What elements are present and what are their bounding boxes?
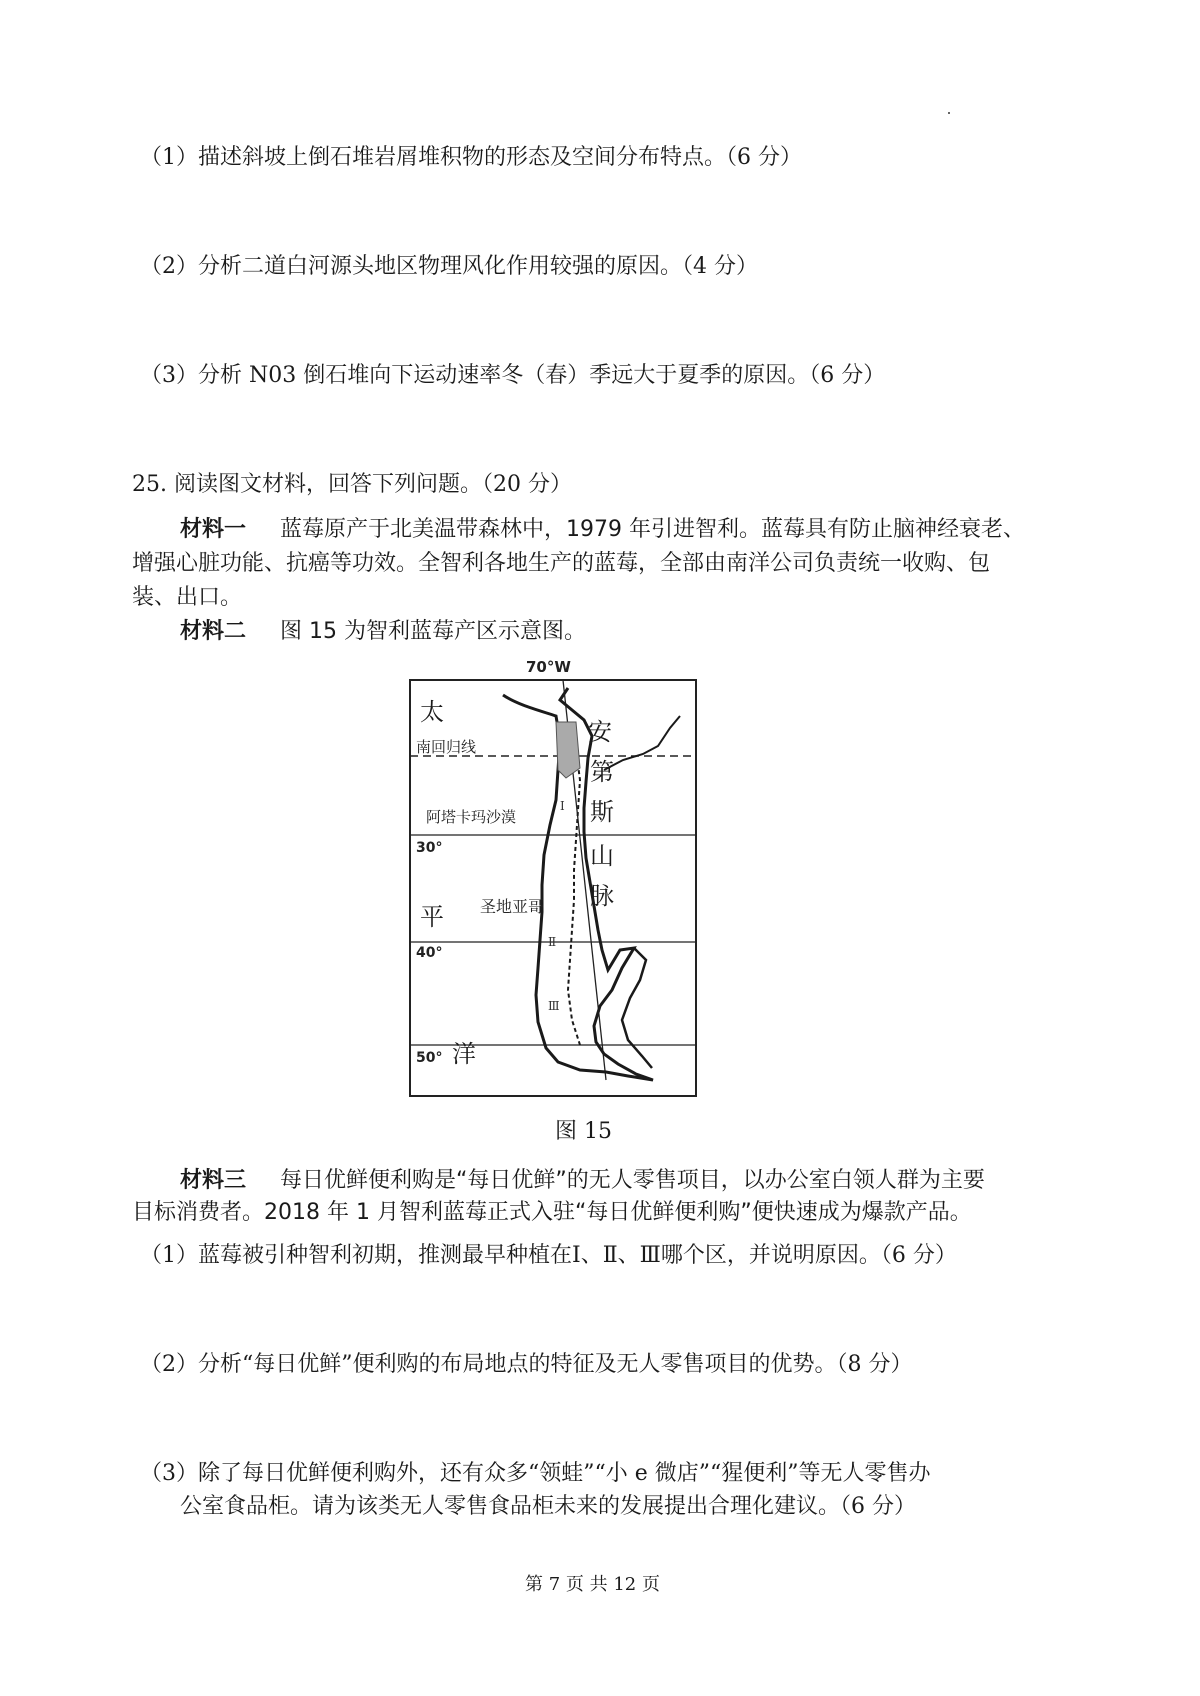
ocean-char-3: 洋 — [452, 1040, 476, 1068]
material3-label: 材料三 — [180, 1168, 247, 1193]
lon-label: 70°W — [526, 658, 571, 676]
page-footer: 第 7 页 共 12 页 — [525, 1574, 660, 1595]
zone-2-label: Ⅱ — [548, 935, 557, 949]
mountain-char-5: 脉 — [590, 882, 614, 910]
lat-50-label: 50° — [416, 1050, 443, 1066]
city-label: 圣地亚哥 — [480, 897, 545, 916]
mountain-char-3: 斯 — [590, 798, 614, 826]
q25-sub3-line2: 公室食品柜。请为该类无人零售食品柜未来的发展提出合理化建议。（6 分） — [180, 1494, 916, 1519]
q24-sub3: （3）分析 N03 倒石堆向下运动速率冬（春）季远大于夏季的原因。（6 分） — [140, 363, 886, 388]
material3-text1: 每日优鲜便利购是“每日优鲜”的无人零售项目，以办公室白领人群为主要 — [280, 1168, 985, 1193]
ocean-char-1: 太 — [420, 698, 444, 726]
zone-1-label: Ⅰ — [560, 799, 565, 813]
figure-caption: 图 15 — [555, 1119, 612, 1144]
mountain-char-4: 山 — [590, 842, 614, 870]
mountain-char-2: 第 — [590, 758, 614, 786]
ocean-char-2: 平 — [420, 903, 444, 931]
material2-text: 图 15 为智利蓝莓产区示意图。 — [280, 619, 586, 644]
q24-sub1: （1）描述斜坡上倒石堆岩屑堆积物的形态及空间分布特点。（6 分） — [140, 145, 802, 170]
q25-material1-line1 — [180, 515, 1025, 545]
q25-material1-line3: 装、出口。 — [132, 585, 243, 610]
material1-text1: 蓝莓原产于北美温带森林中，1979 年引进智利。蓝莓具有防止脑神经衰老、 — [280, 517, 1025, 542]
lat-40-label: 40° — [416, 945, 443, 961]
q25-intro: 25. 阅读图文材料，回答下列问题。（20 分） — [132, 472, 572, 497]
zone-1-shade — [556, 722, 580, 778]
q25-material2 — [180, 617, 586, 647]
zone-3-label: Ⅲ — [548, 999, 560, 1013]
tropic-label: 南回归线 — [416, 738, 477, 756]
scan-speck — [948, 112, 950, 114]
mountain-char-1: 安 — [588, 718, 612, 746]
q25-sub2: （2）分析“每日优鲜”便利购的布局地点的特征及无人零售项目的优势。（8 分） — [140, 1352, 913, 1377]
q25-sub3-line1: （3）除了每日优鲜便利购外，还有众多“领蛙”“小 e 微店”“猩便利”等无人零售办 — [140, 1461, 931, 1486]
material1-label: 材料一 — [180, 517, 247, 542]
desert-label: 阿塔卡玛沙漠 — [426, 808, 517, 826]
material2-label: 材料二 — [180, 619, 247, 644]
q25-material3-line2: 目标消费者。2018 年 1 月智利蓝莓正式入驻“每日优鲜便利购”便快速成为爆款产品。 — [132, 1200, 972, 1225]
q25-sub1: （1）蓝莓被引种智利初期，推测最早种植在Ⅰ、Ⅱ、Ⅲ哪个区，并说明原因。（6 分） — [140, 1243, 957, 1268]
lat-30-label: 30° — [416, 840, 443, 856]
q25-material3-line1 — [180, 1166, 985, 1196]
chile-blueberry-map — [408, 650, 698, 1100]
q25-material1-line2: 增强心脏功能、抗癌等功效。全智利各地生产的蓝莓，全部由南洋公司负责统一收购、包 — [132, 551, 991, 576]
q24-sub2: （2）分析二道白河源头地区物理风化作用较强的原因。（4 分） — [140, 254, 758, 279]
